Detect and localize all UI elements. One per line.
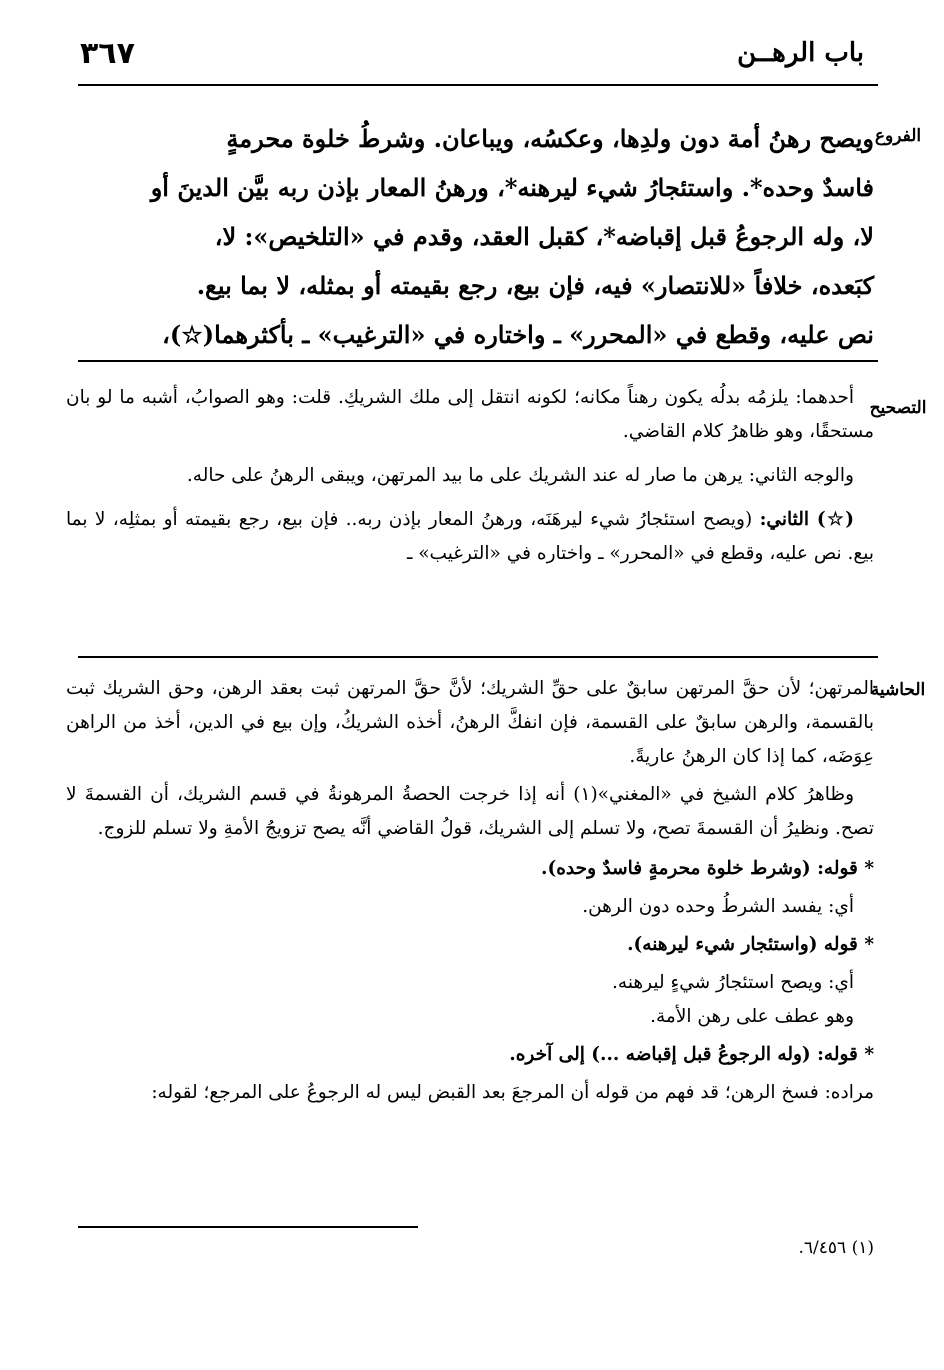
label-tashih: التصحيح [869,398,927,418]
footnote-rule [78,1226,418,1228]
furu-line-4: كبَعده، خلافاً «للانتصار» فيه، فإن بيع، رجع بقيمته أو بمثله، لا بما بيع. [196,271,874,300]
hashiya-q3: * قوله: (وله الرجوعُ قبل إقباضه ...) إلى آخره. [509,1044,874,1065]
hashiya-a1: أي: يفسد الشرطُ وحده دون الرهن. [582,896,854,917]
label-furu: الفروع [874,126,922,146]
label-hashiya: الحاشية [870,680,926,700]
furu-line-2: فاسدٌ وحده*. واستئجارُ شيء ليرهنه*، ورهنُ المعار بإذن ربه بيَّن الدينَ أو [150,173,874,202]
header-rule [78,84,878,86]
hashiya-a3: مراده: فسخ الرهن؛ قد فهم من قوله أن المرجعَ بعد القبض ليس له الرجوعُ على المرجع؛ لقوله: [151,1082,874,1103]
hashiya-para-1: المرتهن؛ لأن حقَّ المرتهن سابقٌ على حقِّ الشريك؛ لأنَّ حقَّ المرتهن ثبت بعقد الرهن، وحق الشريك ثبت بالقسمة، والرهن سابقٌ على القسمة، فإن انفكَّ الرهنُ، أخذه الشريكُ، وإن بيع في الدين، أخذ من الراهن عِوَضَه، كما إذا كان الرهنُ عاريةً. [66,678,874,767]
tashih-para-3-text: (ويصح استئجارُ شيء ليرهَنَه، ورهنُ المعار بإذن ربه.. فإن بيع، رجع بقيمته أو بمثلِه، لا بما بيع. نص عليه، وقطع في «المحرر» ـ واختاره في «الترغيب» ـ [66,509,874,564]
section-rule-2 [78,656,878,658]
tashih-text [66,381,874,571]
tashih-para-1: أحدهما: يلزمُه بدلُه يكون رهناً مكانه؛ لكونه انتقل إلى ملك الشريكِ. قلت: وهو الصوابُ، أشبه ما لو بان مستحقًا، وهو ظاهرُ كلام القاضي. [66,387,874,442]
furu-line-3: لا، وله الرجوعُ قبل إقباضه*، كقبل العقد، وقدم في «التلخيص»: لا، [214,222,874,251]
footnote: (١) ٦/٤٥٦. [798,1238,874,1258]
chapter-title: باب الرهــن [737,38,864,68]
hashiya-q1: * قوله: (وشرط خلوة محرمةٍ فاسدٌ وحده). [541,858,874,879]
furu-line-1: ويصح رهنُ أمة دون ولدِها، وعكسُه، ويباعان. وشرطُ خلوة محرمةٍ [226,124,874,153]
tashih-para-2: والوجه الثاني: يرهن ما صار له عند الشريك على ما بيد المرتهن، ويبقى الرهنُ على حاله. [186,465,854,486]
hashiya-para-2: وظاهرُ كلام الشيخ في «المغني»(١) أنه إذا خرجت الحصةُ المرهونةُ في قسم الشريك، أن القسمةَ لا تصح. ونظيرُ أن القسمةَ تصح، ولا تسلم إلى الشريك، قولُ القاضي أنَّه يصح تزويجُ الأمةِ ولا تسلم للزوج. [66,784,874,839]
hashiya-q2: * قوله (واستئجار شيء ليرهنه). [627,934,874,955]
section-rule-1 [78,360,878,362]
furu-line-5: نص عليه، وقطع في «المحرر» ـ واختاره في «الترغيب» ـ بأكثرهما(☆)، [162,320,874,349]
tashih-para-3 [66,503,874,571]
tashih-mark: (☆) الثاني: [759,509,854,530]
hashiya-a2b: وهو عطف على رهن الأمة. [650,1006,854,1027]
furu-text [66,114,874,359]
hashiya-text [66,672,874,1110]
page-number: ٣٦٧ [80,36,135,71]
hashiya-a2a: أي: ويصح استئجارُ شيءٍ ليرهنه. [612,972,854,993]
